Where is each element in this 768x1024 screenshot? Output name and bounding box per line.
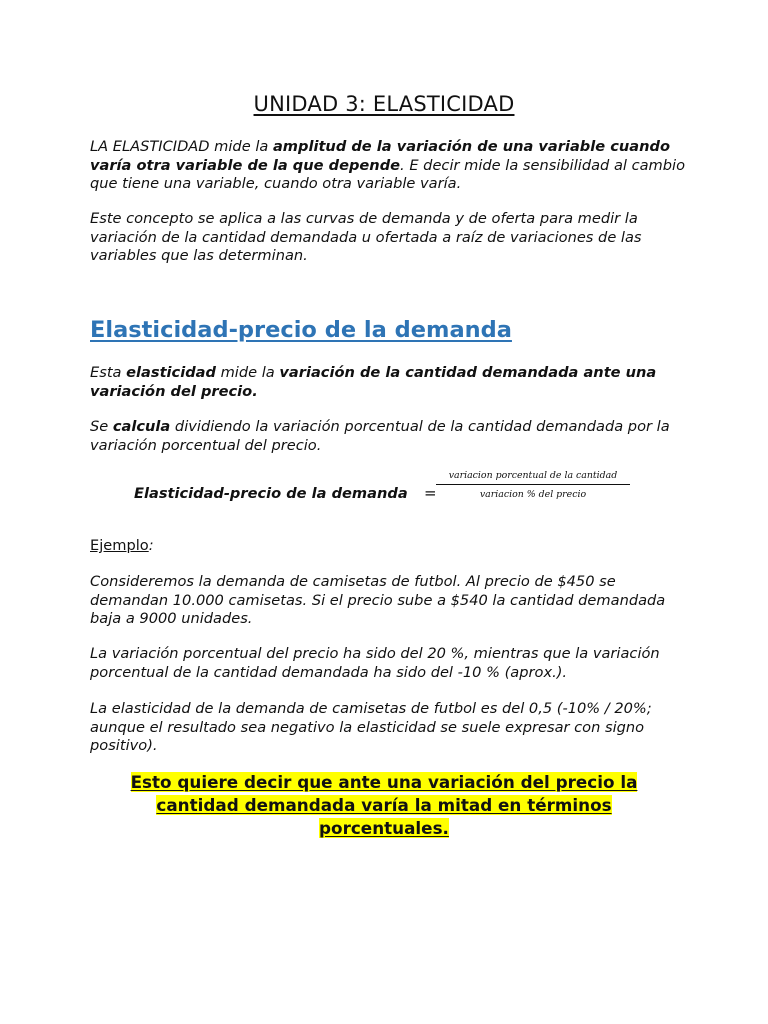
calculation-text-1: Se	[90, 418, 113, 435]
definition-text-2: mide la	[215, 364, 280, 381]
intro-text-1: LA ELASTICIDAD mide la	[90, 138, 273, 155]
example-paragraph-2: La variación porcentual del precio ha sido del 20 %, mientras que la variación porcentual de la cantidad demandada ha sido del -10 % (aprox.).	[90, 645, 660, 681]
formula-fraction	[436, 470, 630, 500]
intro-paragraph	[90, 138, 690, 194]
elasticity-formula	[134, 468, 654, 508]
conclusion-highlight	[100, 771, 668, 840]
example-paragraph-3: La elasticidad de la demanda de camisetas de futbol es del 0,5 (-10% / 20%; aunque el resultado sea negativo la elasticidad se suele expresar con signo positivo).	[90, 700, 652, 755]
calculation-paragraph	[90, 418, 690, 455]
concept-paragraph: Este concepto se aplica a las curvas de demanda y de oferta para medir la variación de la cantidad demandada u ofertada a raíz de variaciones de las variables que las determinan.	[90, 210, 642, 265]
definition-paragraph	[90, 364, 690, 401]
conclusion-text: Esto quiere decir que ante una variación del precio la cantidad demandada varía la mitad en términos porcentuales.	[130, 772, 638, 838]
definition-bold-1: elasticidad	[126, 364, 216, 381]
document-title: UNIDAD 3: ELASTICIDAD	[253, 92, 515, 116]
intro-bold-text: amplitud de la variación de una variable cuando varía otra variable de la que depende	[90, 138, 670, 174]
formula-label: Elasticidad-precio de la demanda	[134, 485, 408, 502]
example-paragraph-1: Consideremos la demanda de camisetas de futbol. Al precio de $450 se demandan 10.000 camisetas. Si el precio sube a $540 la cantidad demandada baja a 9000 unidades.	[90, 573, 666, 628]
section-heading: Elasticidad-precio de la demanda	[90, 317, 512, 343]
calculation-bold: calcula	[112, 418, 171, 435]
formula-numerator: variacion porcentual de la cantidad	[436, 470, 630, 485]
intro-text-2: . E decir mide la sensibilidad al cambio que tiene una variable, cuando otra variable varía.	[90, 156, 686, 193]
example-label-text: Ejemplo	[90, 537, 149, 554]
example-label	[90, 537, 154, 554]
definition-text-1: Esta	[90, 364, 127, 381]
calculation-text-2: dividiendo la variación porcentual de la cantidad demandada por la variación porcentual del precio.	[90, 418, 670, 454]
example-label-colon: :	[148, 537, 154, 554]
formula-denominator: variacion % del precio	[479, 489, 587, 500]
formula-equals-sign: =	[424, 484, 437, 502]
definition-bold-2: variación de la cantidad demandada ante una variación del precio.	[90, 364, 657, 400]
